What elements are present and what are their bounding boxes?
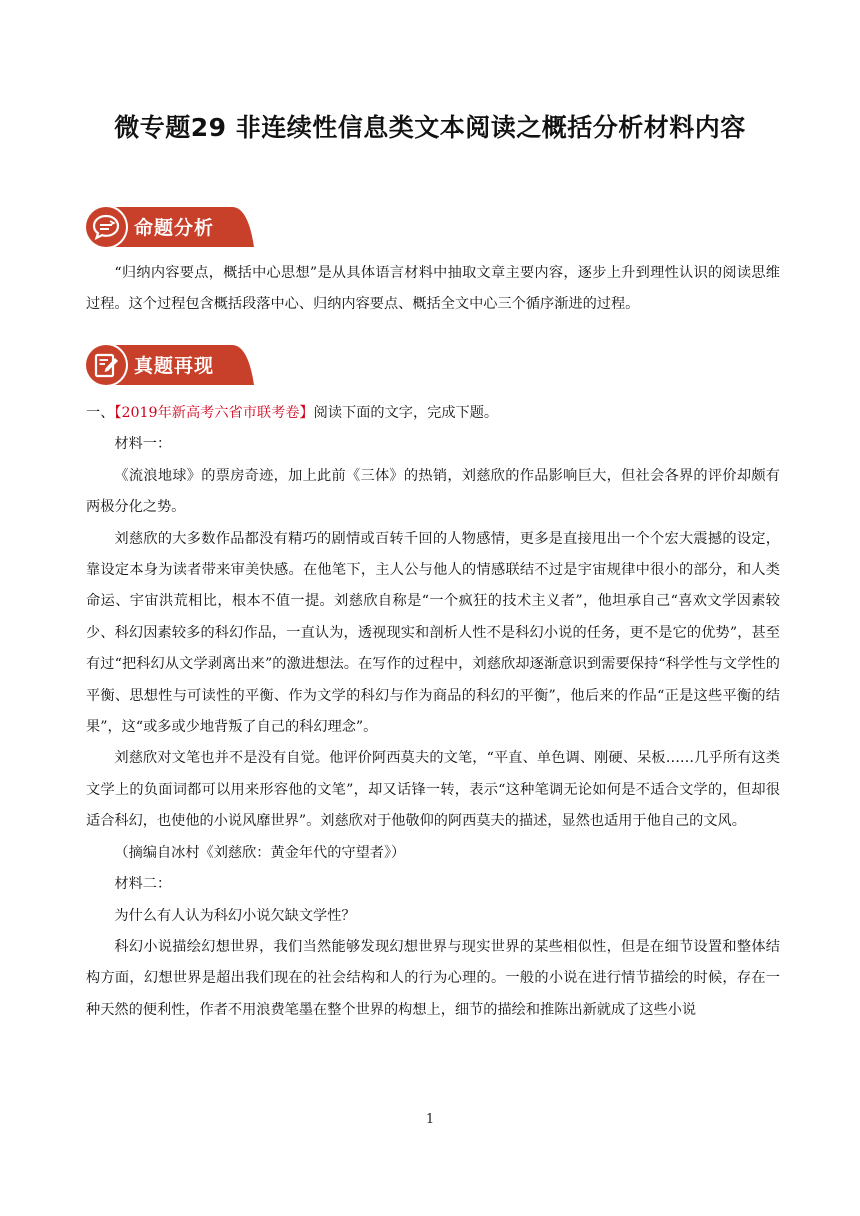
material1-label: 材料一： — [114, 436, 172, 453]
question-instruction: 阅读下面的文字，完成下题。 — [313, 405, 499, 421]
material1-paragraph-3: 刘慈欣对文笔也并不是没有自觉。他评价阿西莫夫的文笔，“平直、单色调、刚硬、呆板……几乎所有这类文学上的负面词都可以用来形容他的文笔”，却又话锋一转，表示“这种笔调无论如何是不适合文学的，但却很适合科幻，也使他的小说风靡世界”。刘慈欣对于他敬仰的阿西莫夫的描述，显然也适用于他自己的文风。 — [86, 750, 780, 830]
question-prefix: 一、 — [86, 405, 115, 421]
section-banner-analysis — [82, 203, 258, 251]
page-number: 1 — [425, 1112, 435, 1127]
material1-citation: （摘编自冰村《刘慈欣：黄金年代的守望者》） — [114, 844, 406, 861]
intro-paragraph: “归纳内容要点，概括中心思想”是从具体语言材料中抽取文章主要内容，逐步上升到理性认识的阅读思维过程。这个过程包含概括段落中心、归纳内容要点、概括全文中心三个循序渐进的过程。 — [86, 265, 780, 313]
speech-bubble-icon — [90, 211, 122, 243]
page-title: 微专题29 非连续性信息类文本阅读之概括分析材料内容 — [114, 113, 746, 142]
question-section — [86, 398, 780, 1026]
section-banner-real-questions — [82, 341, 258, 389]
question-heading — [86, 398, 780, 429]
banner-label: 真题再现 — [134, 355, 215, 377]
banner-label: 命题分析 — [134, 217, 215, 239]
material1-paragraph-2: 刘慈欣的大多数作品都没有精巧的剧情或百转千回的人物感情，更多是直接甩出一个个宏大震撼的设定，靠设定本身为读者带来审美快感。在他笔下，主人公与他人的情感联结不过是宇宙规律中很小的部分，和人类命运、宇宙洪荒相比，根本不值一提。刘慈欣自称是“一个疯狂的技术主义者”，他坦承自己“喜欢文学因素较少、科幻因素较多的科幻作品，一直认为，透视现实和剖析人性不是科幻小说的任务，更不是它的优势”，甚至有过“把科幻从文学剥离出来”的激进想法。在写作的过程中，刘慈欣却逐渐意识到需要保持“科学性与文学性的平衡、思想性与可读性的平衡、作为文学的科幻与作为商品的科幻的平衡”，他后来的作品“正是这些平衡的结果”，这“或多或少地背叛了自己的科幻理念”。 — [86, 530, 780, 736]
material2-paragraph: 科幻小说描绘幻想世界，我们当然能够发现幻想世界与现实世界的某些相似性，但是在细节设置和整体结构方面，幻想世界是超出我们现在的社会结构和人的行为心理的。一般的小说在进行情节描绘的时候，存在一种天然的便利性，作者不用浪费笔墨在整个世界的构想上，细节的描绘和推陈出新就成了这些小说 — [86, 938, 780, 1018]
edit-pencil-icon — [90, 349, 122, 381]
material2-label: 材料二： — [114, 876, 172, 893]
intro-section — [86, 258, 780, 321]
material2-heading: 为什么有人认为科幻小说欠缺文学性？ — [114, 907, 356, 924]
material1-paragraph-1: 《流浪地球》的票房奇迹，加上此前《三体》的热销，刘慈欣的作品影响巨大，但社会各界的评价却颇有两极分化之势。 — [86, 467, 780, 516]
question-source: 【2019年新高考六省市联考卷】 — [114, 405, 314, 421]
